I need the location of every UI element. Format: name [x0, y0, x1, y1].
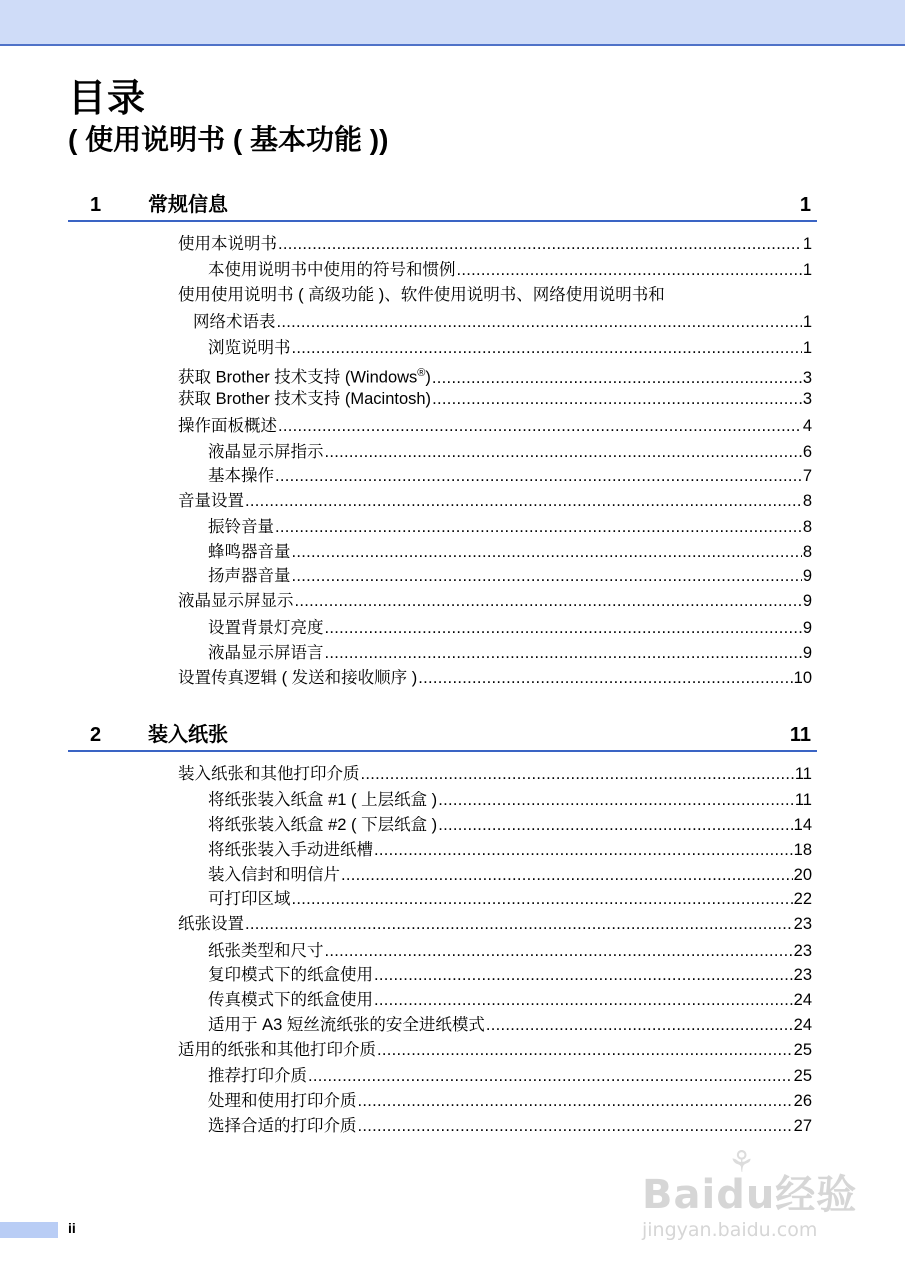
chapter-page: 11: [789, 724, 811, 746]
toc-entry-page: 9: [802, 644, 812, 662]
toc-entry-label: 设置背景灯亮度: [208, 619, 324, 637]
toc-entry-label-line1[interactable]: 使用使用说明书 ( 高级功能 )、软件使用说明书、网络使用说明书和: [178, 286, 665, 304]
toc-entry-page: 20: [793, 866, 812, 884]
toc-entry[interactable]: [208, 964, 812, 986]
toc-entry-page: 8: [802, 492, 812, 510]
dot-leader: [325, 642, 802, 664]
dot-leader: [457, 259, 802, 281]
toc-entry-page: 24: [793, 1016, 812, 1034]
dot-leader: [358, 1090, 793, 1112]
dot-leader: [325, 617, 802, 639]
toc-entry[interactable]: [208, 888, 812, 910]
dot-leader: [432, 367, 802, 389]
paw-logo-icon: ⚘: [728, 1145, 755, 1180]
toc-entry[interactable]: [208, 1090, 812, 1112]
dot-leader: [374, 964, 793, 986]
toc-entry[interactable]: [208, 940, 812, 962]
toc-entry-page: 25: [793, 1067, 812, 1085]
dot-leader: [358, 1115, 793, 1137]
toc-entry[interactable]: [208, 516, 812, 538]
chapter-number: 2: [90, 724, 102, 746]
toc-entry-page: 1: [802, 261, 812, 279]
toc-entry-label: 网络术语表: [193, 313, 276, 331]
toc-entry-label: 适用的纸张和其他打印介质: [178, 1041, 376, 1059]
toc-entry[interactable]: [178, 233, 812, 255]
toc-entry[interactable]: [208, 565, 812, 587]
dot-leader: [292, 565, 802, 587]
toc-entry[interactable]: [208, 789, 812, 811]
toc-entry-label: 可打印区域: [208, 890, 291, 908]
toc-entry-page: 8: [802, 543, 812, 561]
toc-entry-page: 8: [802, 518, 812, 536]
chapter-heading-1[interactable]: [68, 192, 817, 222]
dot-leader: [325, 940, 793, 962]
watermark-brand: Baidu经验: [642, 1172, 858, 1218]
toc-entry[interactable]: [178, 667, 812, 689]
toc-entry[interactable]: [208, 541, 812, 563]
toc-entry-label: 适用于 A3 短丝流纸张的安全进纸模式: [208, 1016, 485, 1034]
top-header-band: [0, 0, 905, 46]
toc-entry-page: 9: [802, 592, 812, 610]
dot-leader: [361, 763, 794, 785]
toc-entry-label: [178, 362, 431, 389]
toc-entry[interactable]: [178, 763, 812, 785]
toc-entry[interactable]: [178, 388, 812, 410]
toc-entry-label: 本使用说明书中使用的符号和惯例: [208, 261, 456, 279]
page-title: 目录: [68, 78, 147, 120]
dot-leader: [418, 667, 792, 689]
registered-mark: ®: [417, 367, 426, 379]
toc-entry-page: 26: [793, 1092, 812, 1110]
toc-entry[interactable]: [178, 590, 812, 612]
toc-entry[interactable]: [208, 989, 812, 1011]
dot-leader: [245, 490, 802, 512]
toc-entry-page: 23: [793, 942, 812, 960]
toc-entry-page: 11: [794, 791, 812, 809]
toc-entry-page: 14: [793, 816, 812, 834]
toc-entry-label: 基本操作: [208, 467, 274, 485]
toc-entry[interactable]: [208, 617, 812, 639]
toc-entry[interactable]: [208, 441, 812, 463]
toc-entry-label: 纸张类型和尺寸: [208, 942, 324, 960]
dot-leader: [277, 311, 802, 333]
toc-entry-page: 23: [793, 966, 812, 984]
dot-leader: [275, 516, 802, 538]
dot-leader: [438, 789, 794, 811]
toc-entry-page: 7: [802, 467, 812, 485]
toc-entry[interactable]: [208, 642, 812, 664]
toc-entry-page: 3: [802, 390, 812, 408]
dot-leader: [486, 1014, 793, 1036]
toc-entry-label: 液晶显示屏显示: [178, 592, 294, 610]
toc-entry-label: 将纸张装入纸盒 #2 ( 下层纸盒 ): [208, 816, 438, 834]
toc-entry-page: 27: [793, 1117, 812, 1135]
dot-leader: [377, 1039, 793, 1061]
toc-entry-page: 22: [793, 890, 812, 908]
toc-entry[interactable]: [208, 1014, 812, 1036]
toc-entry-label-tail: ): [425, 368, 431, 387]
toc-entry-page: 23: [793, 915, 812, 933]
chapter-page: 1: [799, 194, 811, 216]
toc-entry-page: 1: [802, 339, 812, 357]
toc-entry-page: 1: [802, 313, 812, 331]
toc-entry-label: 获取 Brother 技术支持 (Macintosh): [178, 390, 432, 408]
dot-leader: [374, 989, 793, 1011]
toc-entry-label: 装入信封和明信片: [208, 866, 340, 884]
chapter-number: 1: [90, 194, 102, 216]
toc-entry-label: 复印模式下的纸盒使用: [208, 966, 373, 984]
toc-entry-label: 浏览说明书: [208, 339, 291, 357]
toc-entry-label: 使用本说明书: [178, 235, 277, 253]
dot-leader: [278, 415, 802, 437]
toc-entry-page: 10: [793, 669, 812, 687]
toc-entry-page: 1: [802, 235, 812, 253]
toc-entry-page: 3: [802, 368, 812, 387]
toc-entry-label: 传真模式下的纸盒使用: [208, 991, 373, 1009]
dot-leader: [308, 1065, 793, 1087]
baidu-watermark: [640, 1145, 860, 1248]
toc-entry-page: 18: [793, 841, 812, 859]
chapter-title: 常规信息: [148, 194, 228, 216]
page-number: ii: [68, 1220, 76, 1236]
toc-entry[interactable]: [208, 1115, 812, 1137]
toc-entry[interactable]: [178, 1039, 812, 1061]
toc-entry-label: 推荐打印介质: [208, 1067, 307, 1085]
toc-entry-label: 将纸张装入纸盒 #1 ( 上层纸盒 ): [208, 791, 438, 809]
toc-entry[interactable]: [208, 814, 812, 836]
toc-entry-label: 蜂鸣器音量: [208, 543, 291, 561]
toc-entry[interactable]: [208, 839, 812, 861]
toc-entry[interactable]: [208, 337, 812, 359]
toc-entry-label-main: 获取 Brother 技术支持 (Windows: [178, 368, 418, 387]
dot-leader: [278, 233, 802, 255]
toc-entry-label: 将纸张装入手动进纸槽: [208, 841, 373, 859]
dot-leader: [341, 864, 793, 886]
toc-entry[interactable]: [208, 864, 812, 886]
dot-leader: [292, 888, 793, 910]
dot-leader: [292, 541, 802, 563]
chapter-title: 装入纸张: [148, 724, 228, 746]
dot-leader: [292, 337, 802, 359]
dot-leader: [245, 913, 793, 935]
toc-entry-page: 9: [802, 567, 812, 585]
page-number-tab: [0, 1222, 58, 1238]
toc-entry-label: 纸张设置: [178, 915, 244, 933]
toc-entry-label: 操作面板概述: [178, 417, 277, 435]
dot-leader: [374, 839, 793, 861]
toc-entry[interactable]: [178, 415, 812, 437]
toc-entry[interactable]: [208, 465, 812, 487]
toc-entry-page: 25: [793, 1041, 812, 1059]
toc-entry-label: 处理和使用打印介质: [208, 1092, 357, 1110]
toc-entry[interactable]: [193, 311, 812, 333]
toc-entry-label: 扬声器音量: [208, 567, 291, 585]
toc-entry-page: 11: [794, 765, 812, 783]
page-subtitle: ( 使用说明书 ( 基本功能 )): [68, 124, 389, 155]
toc-entry-label: 液晶显示屏语言: [208, 644, 324, 662]
dot-leader: [275, 465, 802, 487]
toc-entry[interactable]: [208, 259, 812, 281]
toc-entry-page: 6: [802, 443, 812, 461]
dot-leader: [295, 590, 802, 612]
toc-entry-label: 选择合适的打印介质: [208, 1117, 357, 1135]
watermark-url: jingyan.baidu.com: [642, 1219, 818, 1241]
toc-entry-page: 4: [802, 417, 812, 435]
chapter-heading-2[interactable]: [68, 722, 817, 752]
toc-entry[interactable]: [178, 913, 812, 935]
toc-entry-label: 液晶显示屏指示: [208, 443, 324, 461]
toc-entry-label: 振铃音量: [208, 518, 274, 536]
toc-entry-label: 装入纸张和其他打印介质: [178, 765, 360, 783]
toc-entry-page: 24: [793, 991, 812, 1009]
dot-leader: [325, 441, 802, 463]
toc-entry[interactable]: [208, 1065, 812, 1087]
dot-leader: [438, 814, 792, 836]
toc-entry[interactable]: [178, 490, 812, 512]
toc-entry[interactable]: [178, 362, 812, 387]
dot-leader: [432, 388, 802, 410]
toc-entry-label: 音量设置: [178, 492, 244, 510]
toc-entry-page: 9: [802, 619, 812, 637]
toc-entry-label: 设置传真逻辑 ( 发送和接收顺序 ): [178, 669, 418, 687]
